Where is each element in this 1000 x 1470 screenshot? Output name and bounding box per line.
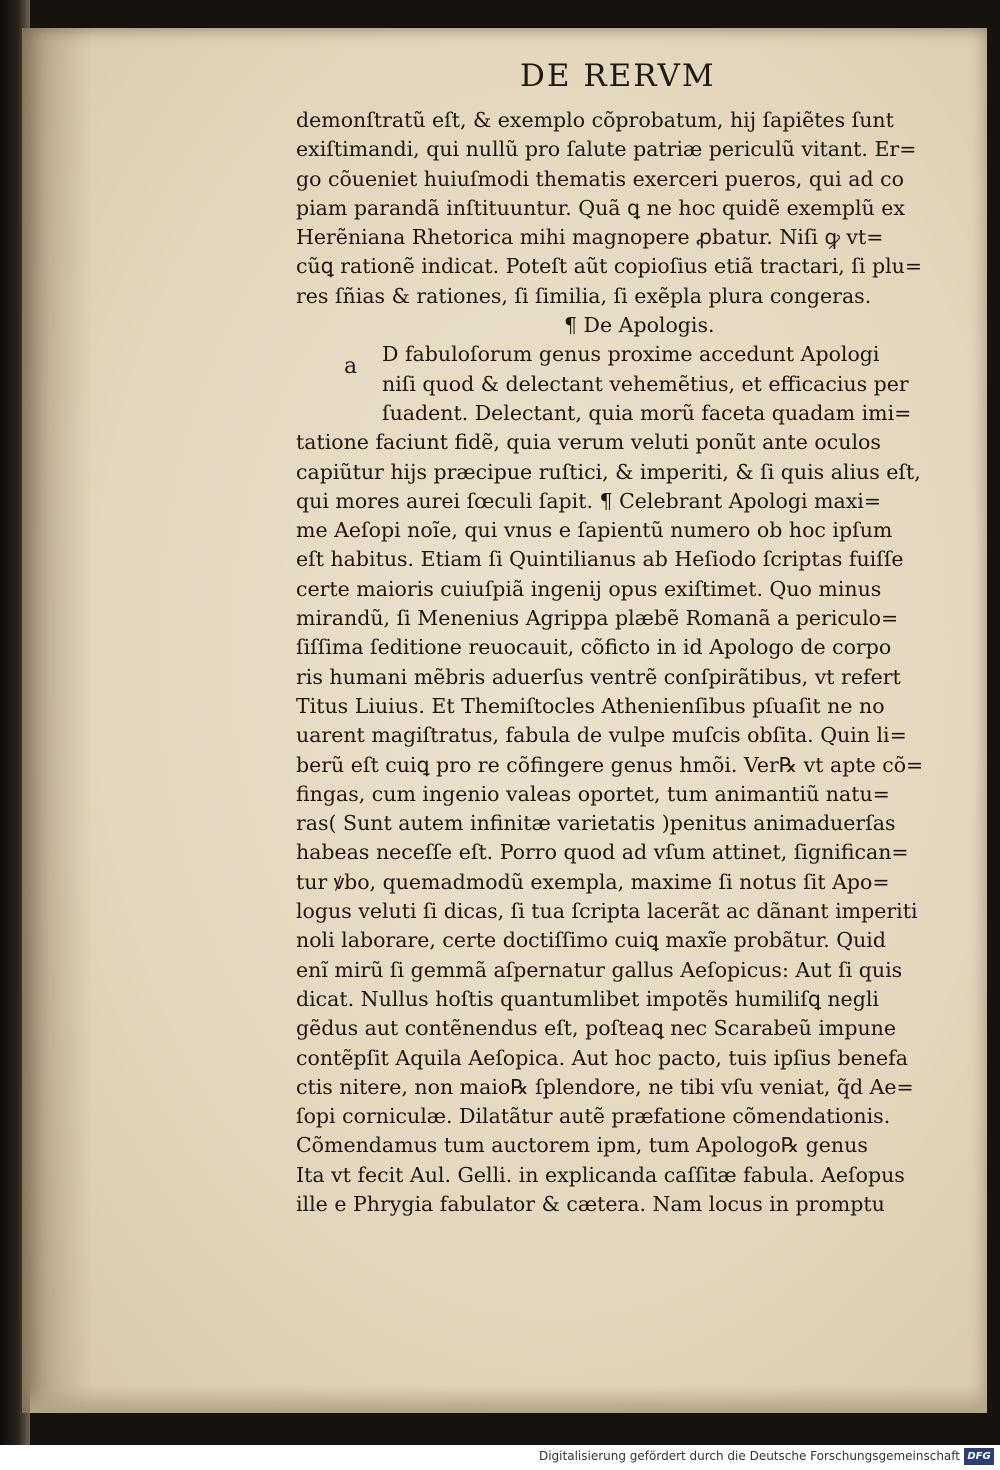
text-line: me Aeſopi noĩe, qui vnus e ſapientũ numero ob hoc ipſum bbox=[296, 518, 893, 543]
text-line: logus veluti ſi dicas, ſi tua ſcripta lacerãt ac dãnant imperiti bbox=[296, 899, 918, 924]
text-line: tur ꝟbo, quemadmodũ exempla, maxime ſi notus ſit Apo= bbox=[296, 869, 890, 894]
text-line: dicat. Nullus hoſtis quantumlibet impotẽs humiliſꝗ negli bbox=[296, 986, 879, 1011]
text-line: D fabuloſorum genus proxime accedunt Apologi bbox=[382, 342, 880, 367]
margin-letter: a bbox=[344, 354, 358, 379]
text-line: ille e Phrygia fabulator & cætera. Nam locus in promptu bbox=[296, 1191, 885, 1216]
text-block bbox=[296, 106, 946, 1219]
text-line: habeas neceſſe eſt. Porro quod ad vſum attinet, ſignifican= bbox=[296, 840, 909, 865]
text-line: tatione faciunt fidẽ, quia verum veluti ponũt ante oculos bbox=[296, 430, 881, 455]
text-line: niſi quod & delectant vehemẽtius, et efficacius per bbox=[382, 371, 909, 396]
text-line: berũ eſt cuiꝗ pro re cõfingere genus hmõi. Ver℞ vt apte cõ= bbox=[296, 752, 924, 777]
text-line: go cõueniet huiuſmodi thematis exerceri pueros, qui ad co bbox=[296, 166, 904, 191]
text-line: Titus Liuius. Et Themiſtocles Athenienſibus pſuaſit ne no bbox=[296, 693, 885, 718]
text-line: noli laborare, certe doctiſſimo cuiꝗ maxĩe probãtur. Quid bbox=[296, 928, 886, 953]
digitization-footer bbox=[0, 1445, 1000, 1470]
text-line: eſt habitus. Etiam ſi Quintilianus ab Heſiodo ſcriptas fuiſſe bbox=[296, 547, 904, 572]
text-line: ctis nitere, non maio℞ ſplendore, ne tibi vſu veniat, q̃d Ae= bbox=[296, 1074, 914, 1099]
text-line: mirandũ, ſi Menenius Agrippa plæbẽ Romanã a periculo= bbox=[296, 606, 899, 631]
section-heading: ¶ De Apologis. bbox=[564, 313, 715, 338]
text-line: exiſtimandi, qui nullũ pro ſalute patriæ periculũ vitant. Er= bbox=[296, 137, 917, 162]
text-line: Cõmendamus tum auctorem ipm, tum Apologo℞ genus bbox=[296, 1133, 868, 1158]
text-line: ſuadent. Delectant, quia morũ faceta quadam imi= bbox=[382, 400, 912, 425]
text-line: contẽpſit Aquila Aeſopica. Aut hoc pacto, tuis ipſius benefa bbox=[296, 1045, 908, 1070]
text-line: capiũtur hijs præcipue ruſtici, & imperiti, & ſi quis alius eſt, bbox=[296, 459, 921, 484]
page-bottom-edge bbox=[30, 1385, 987, 1413]
text-line: gẽdus aut contẽnendus eſt, poſteaꝗ nec Scarabeũ impune bbox=[296, 1016, 896, 1041]
text-line: uarent magiſtratus, fabula de vulpe muſcis obſita. Quin li= bbox=[296, 723, 907, 748]
dfg-logo: DFG bbox=[964, 1448, 994, 1465]
text-line: piam parandã inſtituuntur. Quã ꝗ ne hoc quidẽ exemplũ ex bbox=[296, 195, 905, 220]
text-line: enĩ mirũ ſi gemmã aſpernatur gallus Aeſopicus: Aut ſi quis bbox=[296, 957, 903, 982]
text-line: demonſtratũ eſt, & exemplo cõprobatum, hij ſapiẽtes ſunt bbox=[296, 108, 894, 132]
text-line: certe maioris cuiuſpiã ingenij opus exiſtimet. Quo minus bbox=[296, 576, 882, 601]
text-line: res ſñias & rationes, ſi ſimilia, ſi exẽpla plura congeras. bbox=[296, 283, 872, 308]
text-line: cũꝗ rationẽ indicat. Poteſt aũt copioſius etiã tractari, ſi plu= bbox=[296, 254, 923, 279]
text-line: fingas, cum ingenio valeas oportet, tum animantiũ natu= bbox=[296, 781, 890, 806]
text-line: qui mores aurei ſœculi ſapit. ¶ Celebrant Apologi maxi= bbox=[296, 488, 881, 513]
text-line: Ita vt fecit Aul. Gelli. in explicanda caſſitæ fabula. Aeſopus bbox=[296, 1162, 905, 1187]
text-line: ſopi corniculæ. Dilatãtur autẽ præfatione cõmendationis. bbox=[296, 1104, 891, 1129]
page-gutter-shadow bbox=[22, 28, 92, 1413]
text-line: Herẽniana Rhetorica mihi magnopere ꝓbatur. Niſi ꝙ vt= bbox=[296, 225, 884, 250]
text-line: ris humani mẽbris aduerſus ventrẽ conſpirãtibus, vt refert bbox=[296, 664, 901, 689]
text-line: ſiſſima ſeditione reuocauit, cõficto in id Apologo de corpo bbox=[296, 635, 892, 660]
footer-credit: Digitalisierung gefördert durch die Deutsche Forschungsgemeinschaft bbox=[538, 1449, 960, 1463]
text-line: ras( Sunt autem infinitæ varietatis )penitus animaduerſas bbox=[296, 811, 896, 836]
running-head: DE RERVM bbox=[520, 58, 716, 94]
